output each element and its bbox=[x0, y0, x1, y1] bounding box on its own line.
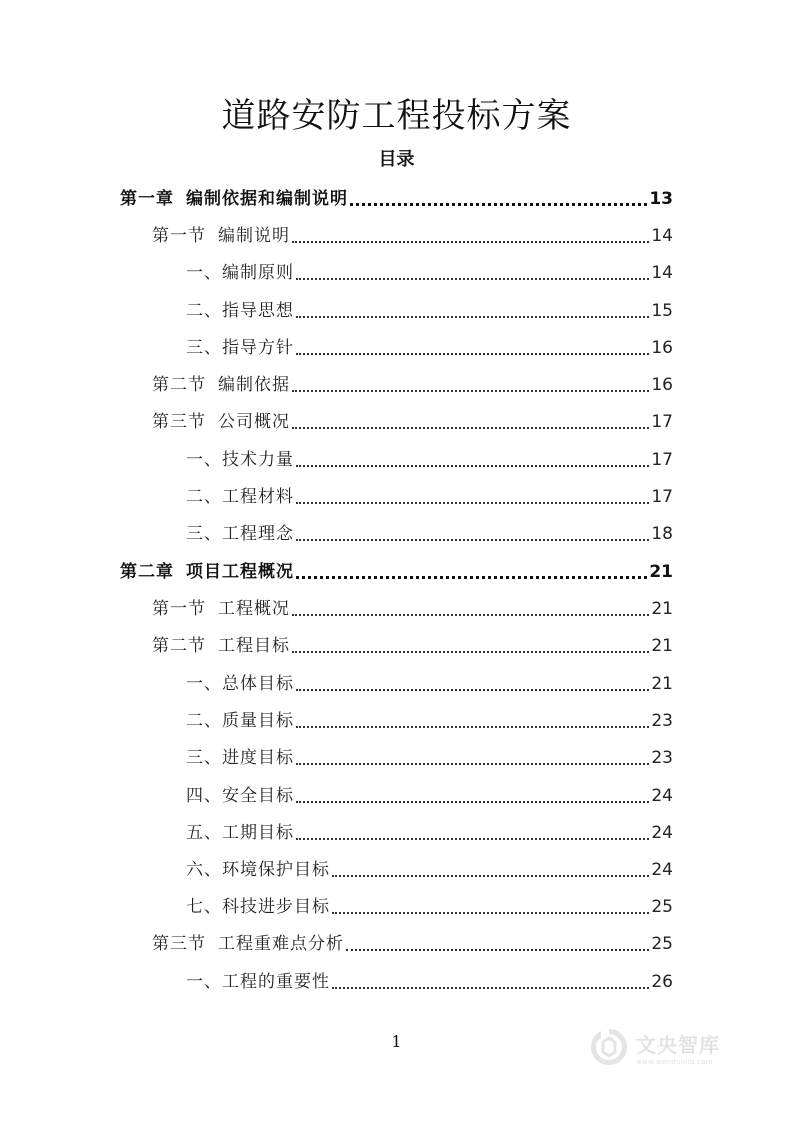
toc-leader-dots bbox=[296, 763, 649, 765]
toc-entry-item[interactable] bbox=[186, 743, 673, 773]
toc-entry-page: 21 bbox=[651, 599, 673, 619]
toc-leader-dots bbox=[296, 278, 649, 280]
toc-entry-label: 三、工程理念 bbox=[186, 524, 294, 544]
page-number: 1 bbox=[391, 1032, 402, 1051]
toc-entry-label: 工程目标 bbox=[218, 636, 290, 656]
toc-leader-dots bbox=[296, 576, 647, 579]
toc-entry-page: 21 bbox=[651, 636, 673, 656]
toc-entry-page: 24 bbox=[651, 860, 673, 880]
toc-entry-item[interactable] bbox=[186, 669, 673, 699]
toc-entry-page: 17 bbox=[651, 450, 673, 470]
toc-entry-item[interactable] bbox=[186, 519, 673, 549]
toc-entry-section[interactable] bbox=[152, 594, 673, 624]
toc-leader-dots bbox=[296, 726, 649, 728]
toc-entry-page: 14 bbox=[651, 263, 673, 283]
toc-entry-prefix: 第二节 bbox=[152, 375, 206, 395]
toc-entry-prefix: 第三节 bbox=[152, 934, 206, 954]
toc-entry-prefix: 第二章 bbox=[120, 562, 174, 582]
toc-entry-label: 编制依据和编制说明 bbox=[186, 189, 348, 209]
toc-leader-dots bbox=[296, 502, 649, 504]
toc-entry-page: 25 bbox=[651, 934, 673, 954]
toc-entry-section[interactable] bbox=[152, 407, 673, 437]
toc-entry-page: 25 bbox=[651, 897, 673, 917]
toc-entry-label: 一、技术力量 bbox=[186, 450, 294, 470]
toc-entry-page: 21 bbox=[651, 674, 673, 694]
toc-leader-dots bbox=[296, 465, 649, 467]
toc-entry-section[interactable] bbox=[152, 929, 673, 959]
watermark-brand: 文央智库 bbox=[636, 1032, 720, 1057]
toc-entry-label: 一、总体目标 bbox=[186, 674, 294, 694]
toc-entry-label: 二、质量目标 bbox=[186, 711, 294, 731]
toc-entry-chapter[interactable] bbox=[120, 557, 673, 587]
toc-leader-dots bbox=[296, 316, 649, 318]
toc-entry-label: 工程概况 bbox=[218, 599, 290, 619]
toc-entry-item[interactable] bbox=[186, 258, 673, 288]
toc-entry-page: 17 bbox=[651, 412, 673, 432]
toc-leader-dots bbox=[296, 838, 649, 840]
toc-leader-dots bbox=[332, 875, 649, 877]
toc-leader-dots bbox=[296, 801, 649, 803]
toc-entry-label: 三、指导方针 bbox=[186, 338, 294, 358]
toc-leader-dots bbox=[350, 203, 647, 206]
toc-entry-page: 16 bbox=[651, 375, 673, 395]
toc-leader-dots bbox=[292, 427, 649, 429]
toc-entry-page: 14 bbox=[651, 226, 673, 246]
toc-leader-dots bbox=[292, 241, 649, 243]
watermark-url: www.wenduolib.com bbox=[636, 1057, 713, 1066]
toc-entry-prefix: 第一节 bbox=[152, 599, 206, 619]
toc-entry-item[interactable] bbox=[186, 855, 673, 885]
toc-leader-dots bbox=[292, 390, 649, 392]
toc-entry-label: 二、工程材料 bbox=[186, 487, 294, 507]
toc-entry-label: 三、进度目标 bbox=[186, 748, 294, 768]
toc-entry-item[interactable] bbox=[186, 333, 673, 363]
toc-entry-label: 一、编制原则 bbox=[186, 263, 294, 283]
toc-heading: 目录 bbox=[378, 149, 415, 170]
toc-entry-page: 23 bbox=[651, 711, 673, 731]
toc-entry-page: 24 bbox=[651, 786, 673, 806]
toc-leader-dots bbox=[292, 651, 649, 653]
toc-entry-item[interactable] bbox=[186, 296, 673, 326]
toc-entry-page: 21 bbox=[649, 562, 673, 582]
toc-entry-label: 七、科技进步目标 bbox=[186, 897, 330, 917]
toc-entry-item[interactable] bbox=[186, 445, 673, 475]
toc-leader-dots bbox=[296, 539, 649, 541]
toc-entry-page: 17 bbox=[651, 487, 673, 507]
toc-leader-dots bbox=[332, 912, 649, 914]
toc-entry-item[interactable] bbox=[186, 482, 673, 512]
toc-entry-item[interactable] bbox=[186, 967, 673, 997]
watermark-logo-icon bbox=[588, 1026, 630, 1068]
toc-entry-label: 五、工期目标 bbox=[186, 823, 294, 843]
toc-entry-label: 四、安全目标 bbox=[186, 786, 294, 806]
toc-entry-chapter[interactable] bbox=[120, 184, 673, 214]
toc-entry-item[interactable] bbox=[186, 818, 673, 848]
watermark bbox=[588, 1022, 758, 1072]
toc-entry-label: 编制依据 bbox=[218, 375, 290, 395]
toc-leader-dots bbox=[332, 987, 649, 989]
toc-leader-dots bbox=[296, 353, 649, 355]
toc-entry-page: 18 bbox=[651, 524, 673, 544]
toc-entry-section[interactable] bbox=[152, 221, 673, 251]
toc-leader-dots bbox=[292, 614, 649, 616]
toc-entry-page: 15 bbox=[651, 301, 673, 321]
toc-entry-item[interactable] bbox=[186, 892, 673, 922]
toc-entry-page: 23 bbox=[651, 748, 673, 768]
toc-leader-dots bbox=[346, 949, 649, 951]
toc-entry-section[interactable] bbox=[152, 370, 673, 400]
toc-entry-page: 13 bbox=[649, 189, 673, 209]
toc-entry-prefix: 第三节 bbox=[152, 412, 206, 432]
toc-entry-page: 24 bbox=[651, 823, 673, 843]
toc-entry-label: 六、环境保护目标 bbox=[186, 860, 330, 880]
document-title: 道路安防工程投标方案 bbox=[221, 96, 572, 136]
toc-entry-label: 工程重难点分析 bbox=[218, 934, 344, 954]
toc-entry-item[interactable] bbox=[186, 706, 673, 736]
toc-entry-prefix: 第二节 bbox=[152, 636, 206, 656]
toc-entry-page: 26 bbox=[651, 972, 673, 992]
toc-entry-page: 16 bbox=[651, 338, 673, 358]
toc-entry-prefix: 第一节 bbox=[152, 226, 206, 246]
toc-entry-section[interactable] bbox=[152, 631, 673, 661]
toc-entry-label: 二、指导思想 bbox=[186, 301, 294, 321]
toc-leader-dots bbox=[296, 689, 649, 691]
toc-entry-label: 编制说明 bbox=[218, 226, 290, 246]
toc-entry-label: 项目工程概况 bbox=[186, 562, 294, 582]
toc-entry-prefix: 第一章 bbox=[120, 189, 174, 209]
toc-entry-label: 一、工程的重要性 bbox=[186, 972, 330, 992]
toc-entry-item[interactable] bbox=[186, 781, 673, 811]
toc-entry-label: 公司概况 bbox=[218, 412, 290, 432]
